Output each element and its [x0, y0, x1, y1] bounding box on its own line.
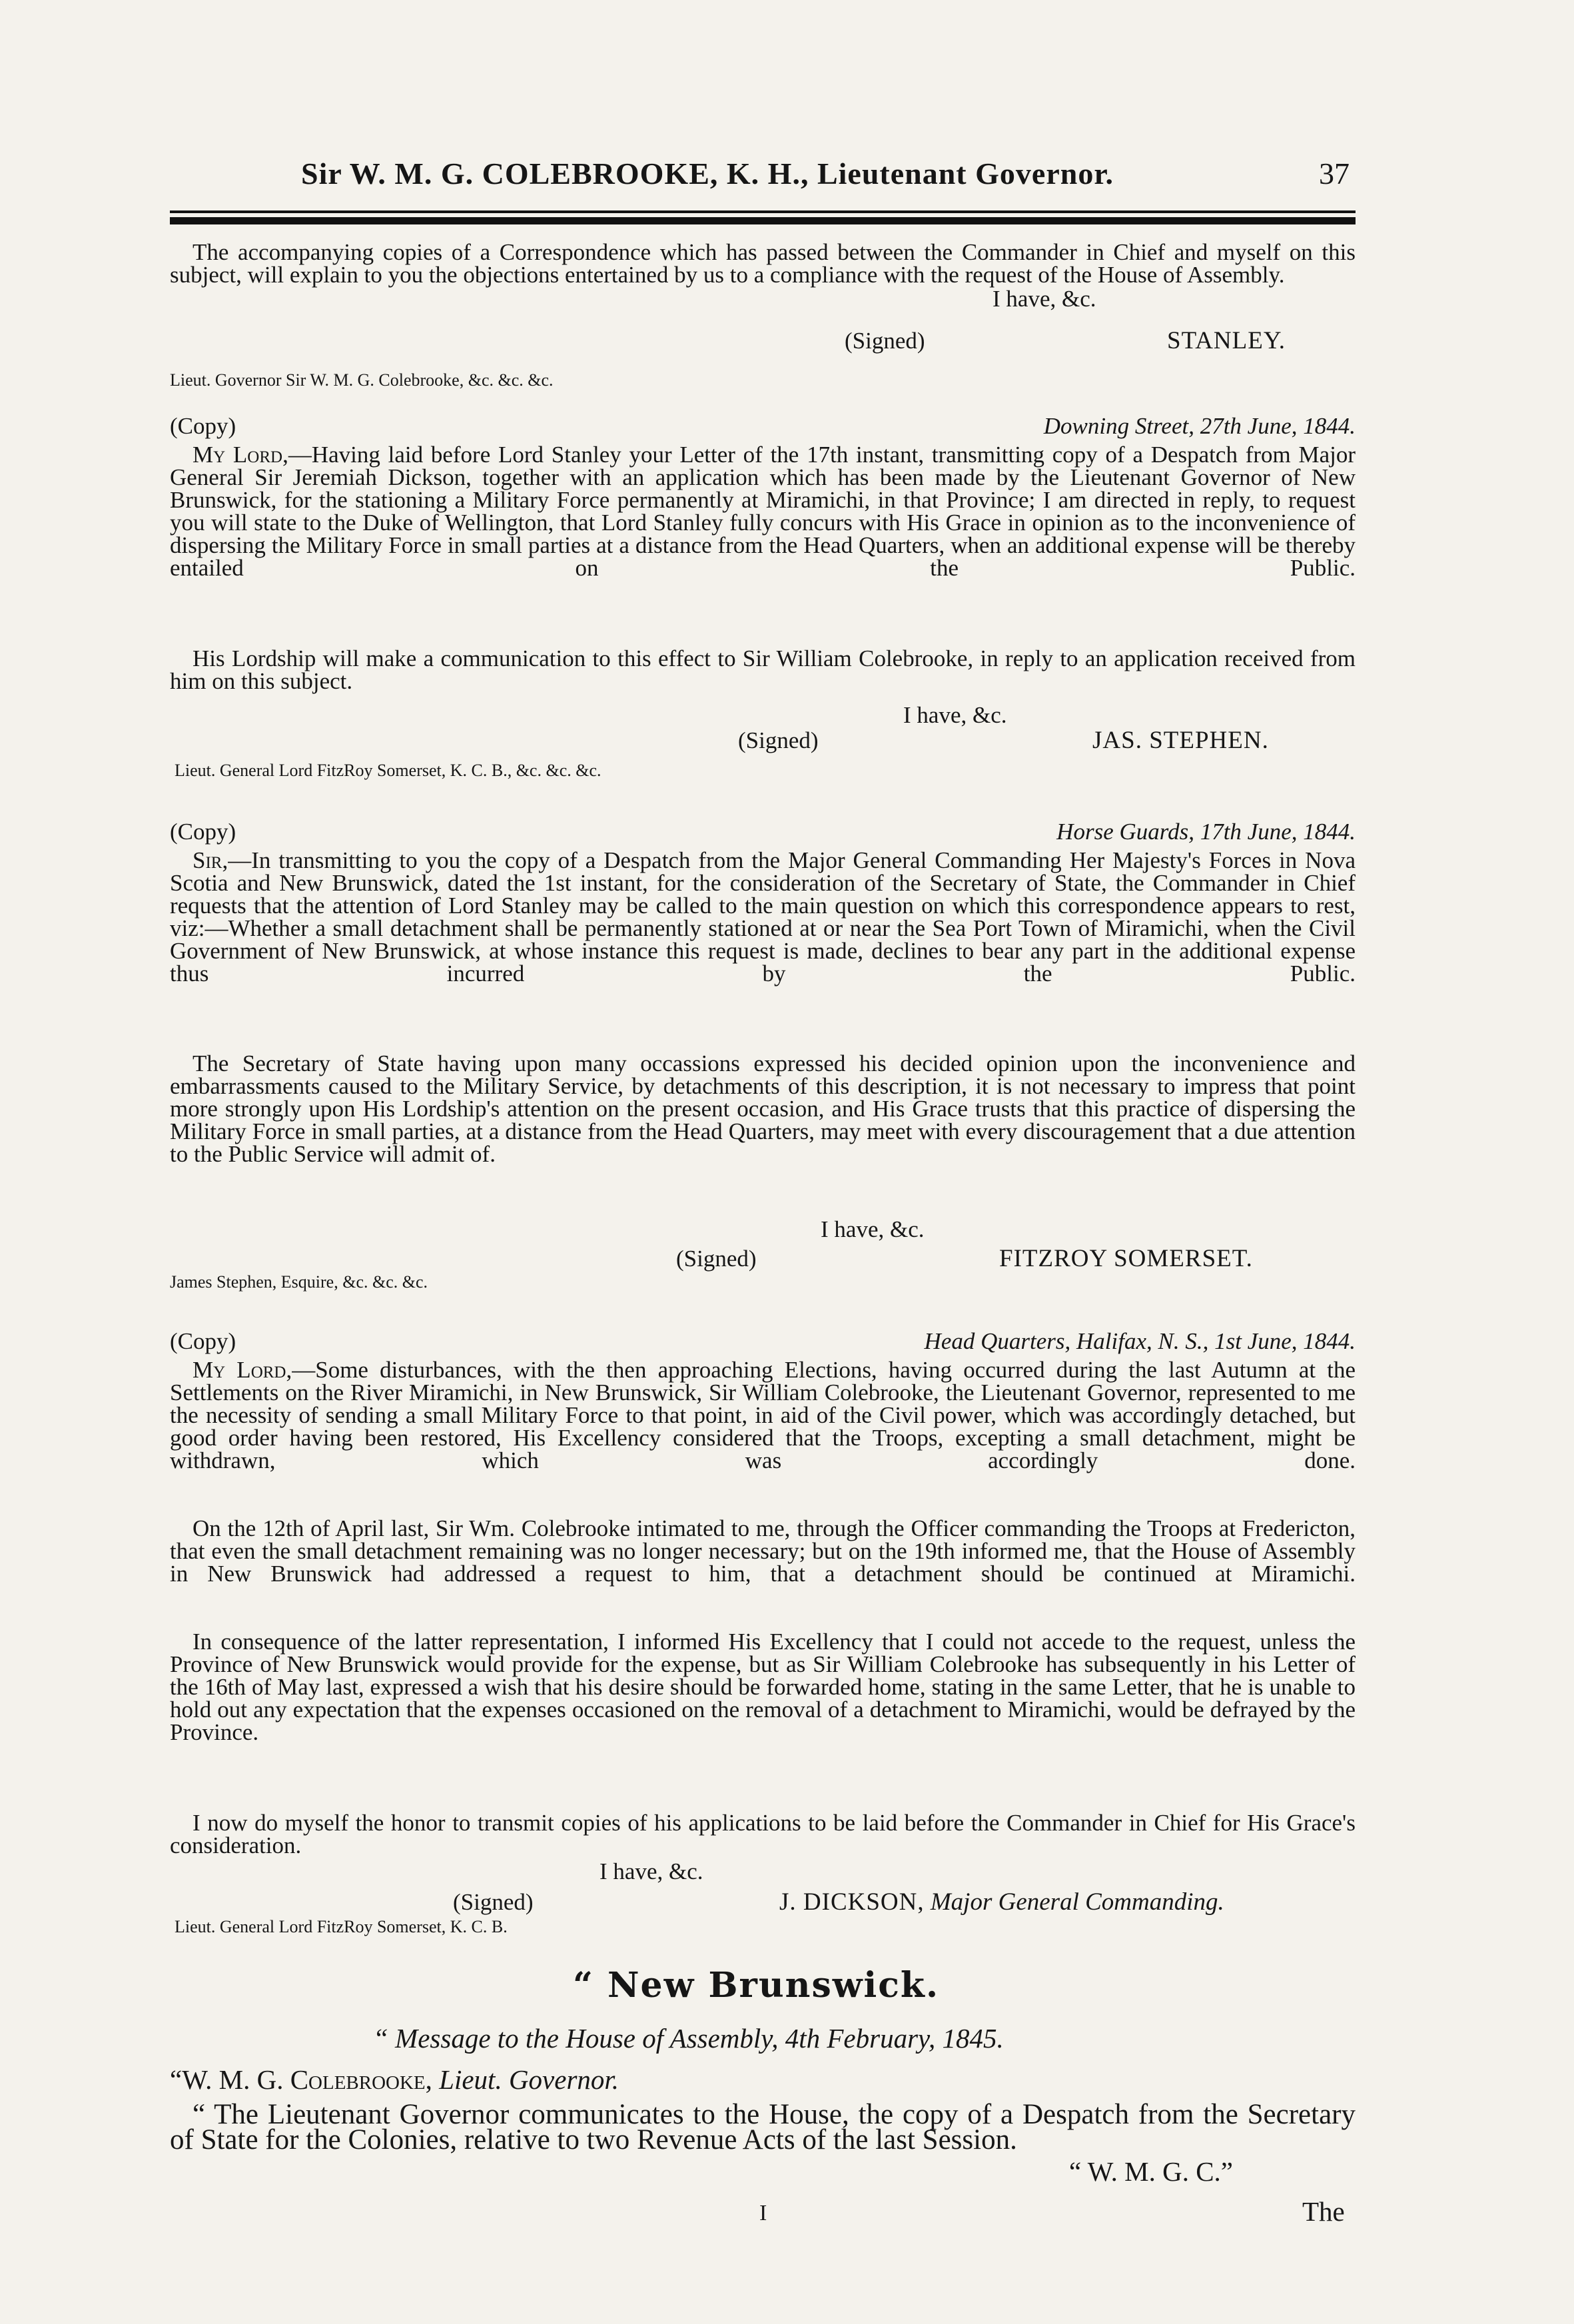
letter1-body: The accompanying copies of a Correspondence which has passed between the Commander in Chief and myself on this subject, will explain to you the objections entertained by us to a compliance with the request of the House of Assembly.: [170, 239, 1356, 288]
letter4-signature: [779, 1888, 1224, 1916]
letter2-dateline: Downing Street, 27th June, 1844.: [1043, 413, 1356, 439]
letter3-addressee: James Stephen, Esquire, &c. &c. &c.: [170, 1272, 428, 1292]
letter4-para1: [170, 1359, 1356, 1472]
letter4-signature-name: J. DICKSON,: [779, 1888, 925, 1916]
letter2-para1: [170, 444, 1356, 580]
letter1-closing: I have, &c.: [992, 286, 1096, 312]
letter2-para2: His Lordship will make a communication to this effect to Sir William Colebrooke, in reply to an application received from him on this subject.: [170, 645, 1356, 694]
letter2-para1-text: —Having laid before Lord Stanley your Letter of the 17th instant, transmitting copy of a Despatch from Major General Sir Jeremiah Dickson, together with an application which has been made by the Lieutenant Governor of New Brunswick, for the stationing a Military Force permanently at Miramichi, in that Province; I am directed in reply, to request you will state to the Duke of Wellington, that Lord Stanley fully concurs with His Grace in opinion as to the inconvenience of dispersing the Military Force in small parties at a distance from the Head Quarters, when an additional expense will be thereby entailed on the Public.: [170, 442, 1356, 581]
letter4-salutation: My Lord,: [193, 1357, 292, 1383]
letter2-addressee: Lieut. General Lord FitzRoy Somerset, K. C. B., &c. &c. &c.: [175, 761, 601, 780]
signature-mark: I: [759, 2201, 767, 2225]
message-from: [170, 2064, 619, 2096]
letter4-signed: (Signed): [453, 1889, 534, 1915]
letter2-signed: (Signed): [738, 727, 819, 753]
letter4-copy: (Copy): [170, 1328, 236, 1354]
letter2-closing: I have, &c.: [903, 702, 1007, 728]
letter3-para1-text: —In transmitting to you the copy of a Despatch from the Major General Commanding Her Majesty's Forces in Nova Scotia and New Brunswick, dated the 1st instant, for the consideration of the Secretary of State, the Commander in Chief requests that the attention of Lord Stanley may be called to the main question on which this correspondence appears to rest, viz:—Whether a small detachment shall be permanently stationed at or near the Sea Port Town of Miramichi, when the Civil Government of New Brunswick, at whose instance this request is made, declines to bear any part in the additional expense thus incurred by the Public.: [170, 847, 1356, 986]
letter2-copy: (Copy): [170, 413, 236, 439]
letter4-head: [170, 1328, 1356, 1355]
letter3-closing: I have, &c.: [821, 1216, 925, 1242]
letter3-signature: FITZROY SOMERSET.: [999, 1245, 1253, 1272]
letter4-para3: In consequence of the latter representation, I informed His Excellency that I could not accede to the request, unless the Province of New Brunswick would provide for the expense, but as Sir William Colebrooke has subsequently in his Letter of the 16th of May last, expressed a wish that his desire should be forwarded home, stating in the same Letter, that he is unable to hold out any expectation that the expenses occasioned on the removal of a detachment to Miramichi, would be defrayed by the Province.: [170, 1629, 1356, 1745]
header-rule-thick: [170, 217, 1356, 224]
letter3-dateline: Horse Guards, 17th June, 1844.: [1056, 819, 1356, 845]
letter3-head: [170, 819, 1356, 845]
letter4-para2: On the 12th of April last, Sir Wm. Colebrooke intimated to me, through the Officer commanding the Troops at Fredericton, that even the small detachment remaining was no longer necessary; but on the 19th informed me, that the House of Assembly in New Brunswick had addressed a request to him, that a detachment should be continued at Miramichi.: [170, 1515, 1356, 1587]
letter4-dateline: Head Quarters, Halifax, N. S., 1st June, 1844.: [924, 1328, 1356, 1354]
letter2-salutation: My Lord,: [193, 442, 288, 468]
letter1-signed: (Signed): [845, 328, 925, 354]
letter4-signature-title: Major General Commanding.: [930, 1888, 1224, 1916]
letter4-addressee: Lieut. General Lord FitzRoy Somerset, K. C. B.: [175, 1917, 508, 1936]
letter3-para1: [170, 849, 1356, 985]
letter3-copy: (Copy): [170, 819, 236, 845]
letter2-signature: JAS. STEPHEN.: [1092, 727, 1269, 754]
catchword: The: [1302, 2196, 1345, 2227]
message-from-title: Lieut. Governor.: [439, 2064, 619, 2095]
letter3-signed: (Signed): [676, 1246, 757, 1272]
letter4-para4: I now do myself the honor to transmit copies of his applications to be laid before the Commander in Chief for His Grace's consideration.: [170, 1810, 1356, 1858]
letter1-addressee: Lieut. Governor Sir W. M. G. Colebrooke, &c. &c. &c.: [170, 370, 554, 390]
message-from-name: “W. M. G. Colebrooke,: [170, 2064, 432, 2095]
message-body: “ The Lieutenant Governor communicates to the House, the copy of a Despatch from the Secretary of State for the Colonies, relative to two Revenue Acts of the last Session.: [170, 2099, 1356, 2155]
letter2-head: [170, 413, 1356, 440]
message-heading: “ New Brunswick.: [573, 1965, 940, 2006]
message-initials: “ W. M. G. C.”: [1069, 2156, 1233, 2187]
message-subheading: “ Message to the House of Assembly, 4th February, 1845.: [373, 2023, 1004, 2054]
running-title: Sir W. M. G. COLEBROOKE, K. H., Lieutenant Governor.: [301, 157, 1114, 191]
letter1-signature: STANLEY.: [1167, 327, 1286, 354]
header-rule-thin: [170, 210, 1356, 213]
page-number: 37: [1319, 157, 1350, 191]
letter3-salutation: Sir,: [193, 847, 228, 873]
letter4-closing: I have, &c.: [599, 1858, 703, 1884]
letter3-para2: The Secretary of State having upon many occassions expressed his decided opinion upon the inconvenience and embarrassments caused to the Military Service, by detachments of this description, it is not necessary to impress that point more strongly upon His Lordship's attention on the present occasion, and His Grace trusts that this practice of dispersing the Military Force in small parties, at a distance from the Head Quarters, may meet with every discouragement that a due attention to the Public Service will admit of.: [170, 1050, 1356, 1167]
letter4-para1-text: —Some disturbances, with the then approaching Elections, having occurred during the last Autumn at the Settlements on the River Miramichi, in New Brunswick, Sir William Colebrooke, the Lieutenant Governor, represented to me the necessity of sending a small Military Force to that point, in aid of the Civil power, which was accordingly detached, but good order having been restored, His Excellency considered that the Troops, excepting a small detachment, might be withdrawn, which was accordingly done.: [170, 1357, 1356, 1473]
